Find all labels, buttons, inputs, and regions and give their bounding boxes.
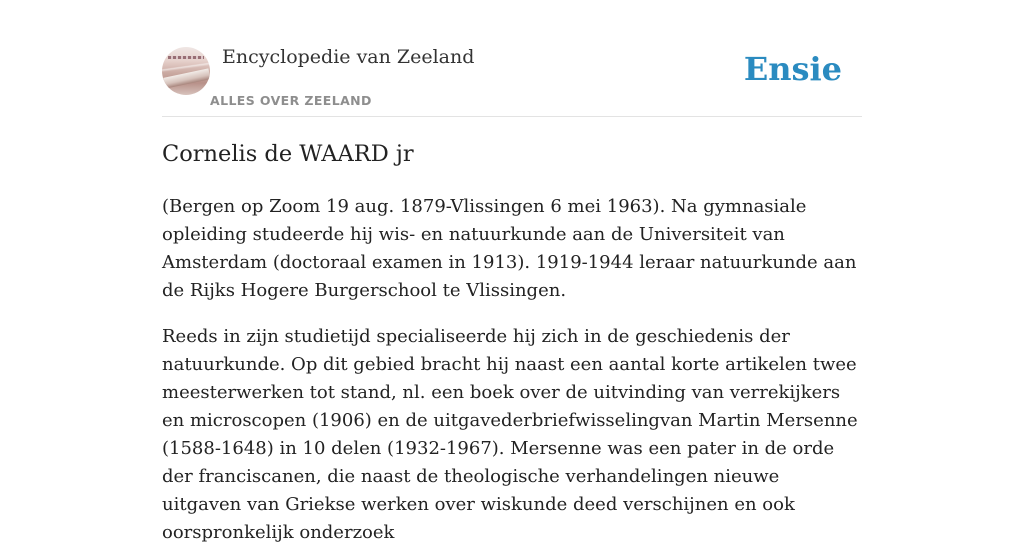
avatar-decoration [168, 56, 204, 59]
ensie-brand-logo[interactable]: Ensie [743, 50, 842, 88]
site-logo-avatar[interactable] [162, 47, 210, 95]
article-paragraph-1: (Bergen op Zoom 19 aug. 1879-Vlissingen 6 mei 1963). Na gymnasiale opleiding studeerde hij wis- en natuurkunde aan de Universiteit van Amsterdam (doctoraal examen in 1913). 1919-1944 leraar natuurkunde aan de Rijks Hogere Burgerschool te Vlissingen. [162, 196, 857, 301]
site-header [162, 44, 862, 117]
avatar-book-image [163, 68, 210, 88]
article-title: Cornelis de WAARD jr [162, 141, 414, 167]
site-name-link[interactable]: Encyclopedie van Zeeland [222, 46, 475, 68]
site-tagline: ALLES OVER ZEELAND [210, 93, 372, 108]
article-content [162, 138, 864, 547]
article-paragraph-2: Reeds in zijn studietijd specialiseerde hij zich in de geschiedenis der natuurkunde. Op dit gebied bracht hij naast een aantal korte artikelen twee meesterwerken tot stand, nl. een boek over de uitvinding van verrekijkers en microscopen (1906) en de uitgavederbriefwisselingvan Martin Mersenne (1588-1648) in 10 delen (1932-1967). Mersenne was een pater in de orde der franciscanen, die naast de theologische verhandelingen nieuwe uitgaven van Griekse werken over wiskunde deed verschijnen en ook oorspronkelijk onderzoek [162, 326, 858, 543]
